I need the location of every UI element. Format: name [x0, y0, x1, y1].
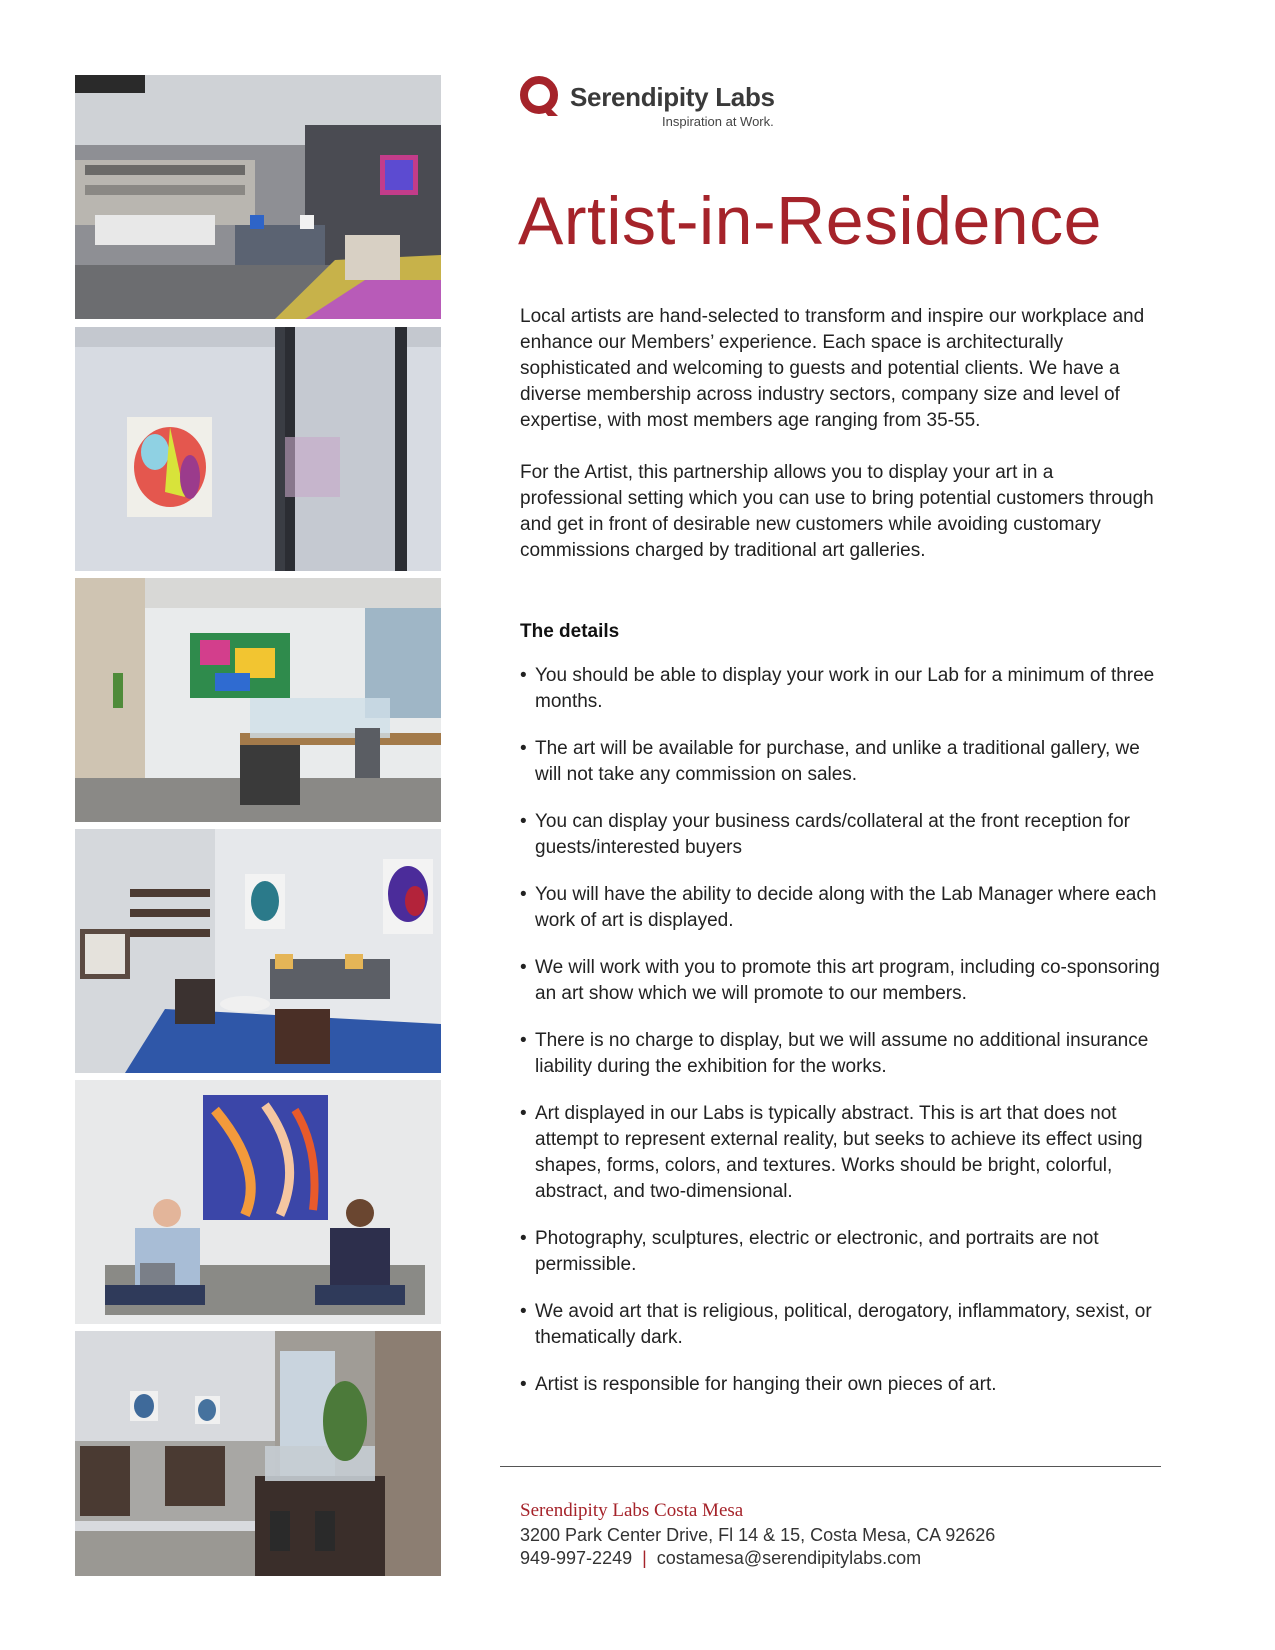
bullet-icon: • — [520, 665, 527, 686]
bullet-icon: • — [520, 811, 527, 832]
list-item-text: Art displayed in our Labs is typically abstract. This is art that does not attempt to represent external reality, but seeks to achieve its effect using shapes, forms, colors, and textures. Works should be bright, colorful, abstract, and two-dimensional. — [535, 1103, 1143, 1202]
bullet-icon: • — [520, 1374, 527, 1395]
list-item-text: We will work with you to promote this art program, including co-sponsoring an art show which we will promote to our members. — [535, 957, 1160, 1004]
list-item-text: Photography, sculptures, electric or electronic, and portraits are not permissible. — [535, 1228, 1099, 1275]
workspace-photo — [75, 1331, 441, 1576]
list-item — [520, 955, 1170, 1007]
brand-name: Serendipity Labs — [570, 82, 775, 112]
list-item-text: You can display your business cards/collateral at the front reception for guests/interested buyers — [535, 811, 1130, 858]
bullet-icon: • — [520, 738, 527, 759]
artist-benefit-paragraph: For the Artist, this partnership allows you to display your art in a professional setting which you can use to bring potential customers through and get in front of desirable new customers while avoiding customary commissions charged by traditional art galleries. — [520, 462, 1154, 561]
members-meeting-photo — [75, 1080, 441, 1324]
list-item-text: There is no charge to display, but we will assume no additional insurance liability during the exhibition for the works. — [535, 1030, 1149, 1077]
location-address: 3200 Park Center Drive, Fl 14 & 15, Costa Mesa, CA 92626 — [520, 1525, 996, 1545]
list-item — [520, 809, 1170, 861]
contact-separator: | — [642, 1548, 647, 1568]
intro-paragraph: Local artists are hand-selected to transform and inspire our workplace and enhance our Members’ experience. Each space is architecturally sophisticated and welcoming to guests and potential clients. We have a diverse membership across industry sectors, company size and level of expertise, with most members age ranging from 35-55. — [520, 306, 1145, 431]
email-link[interactable]: costamesa@serendipitylabs.com — [656, 1548, 922, 1568]
bullet-icon: • — [520, 957, 527, 978]
list-item — [520, 1226, 1170, 1278]
details-list — [520, 663, 1170, 1419]
list-item — [520, 663, 1170, 715]
location-name: Serendipity Labs Costa Mesa — [520, 1500, 744, 1521]
list-item-text: The art will be available for purchase, and unlike a traditional gallery, we will not take any commission on sales. — [535, 738, 1140, 785]
list-item-text: You should be able to display your work in our Lab for a minimum of three months. — [535, 665, 1155, 712]
list-item — [520, 736, 1170, 788]
list-item — [520, 882, 1170, 934]
lounge-photo — [75, 75, 441, 319]
bullet-icon: • — [520, 1103, 527, 1124]
phone-number[interactable]: 949-997-2249 — [520, 1548, 633, 1568]
contact-line — [520, 1548, 921, 1569]
bullet-icon: • — [520, 884, 527, 905]
list-item-text: You will have the ability to decide along with the Lab Manager where each work of art is displayed. — [535, 884, 1157, 931]
bullet-icon: • — [520, 1301, 527, 1322]
list-item-text: We avoid art that is religious, political, derogatory, inflammatory, sexist, or thematically dark. — [535, 1301, 1152, 1348]
bullet-icon: • — [520, 1228, 527, 1249]
gallery-hallway-photo — [75, 327, 441, 571]
serendipity-logo-icon — [518, 74, 562, 118]
footer-divider — [500, 1466, 1161, 1467]
list-item — [520, 1101, 1170, 1205]
list-item — [520, 1372, 1170, 1398]
details-heading: The details — [520, 621, 620, 642]
list-item — [520, 1028, 1170, 1080]
serendipity-labs-logo — [518, 72, 798, 134]
page-title: Artist-in-Residence — [518, 183, 1102, 259]
brand-tagline: Inspiration at Work. — [662, 114, 774, 129]
reception-lounge-photo — [75, 829, 441, 1073]
list-item-text: Artist is responsible for hanging their own pieces of art. — [535, 1374, 997, 1395]
list-item — [520, 1299, 1170, 1351]
bullet-icon: • — [520, 1030, 527, 1051]
open-office-photo — [75, 578, 441, 822]
